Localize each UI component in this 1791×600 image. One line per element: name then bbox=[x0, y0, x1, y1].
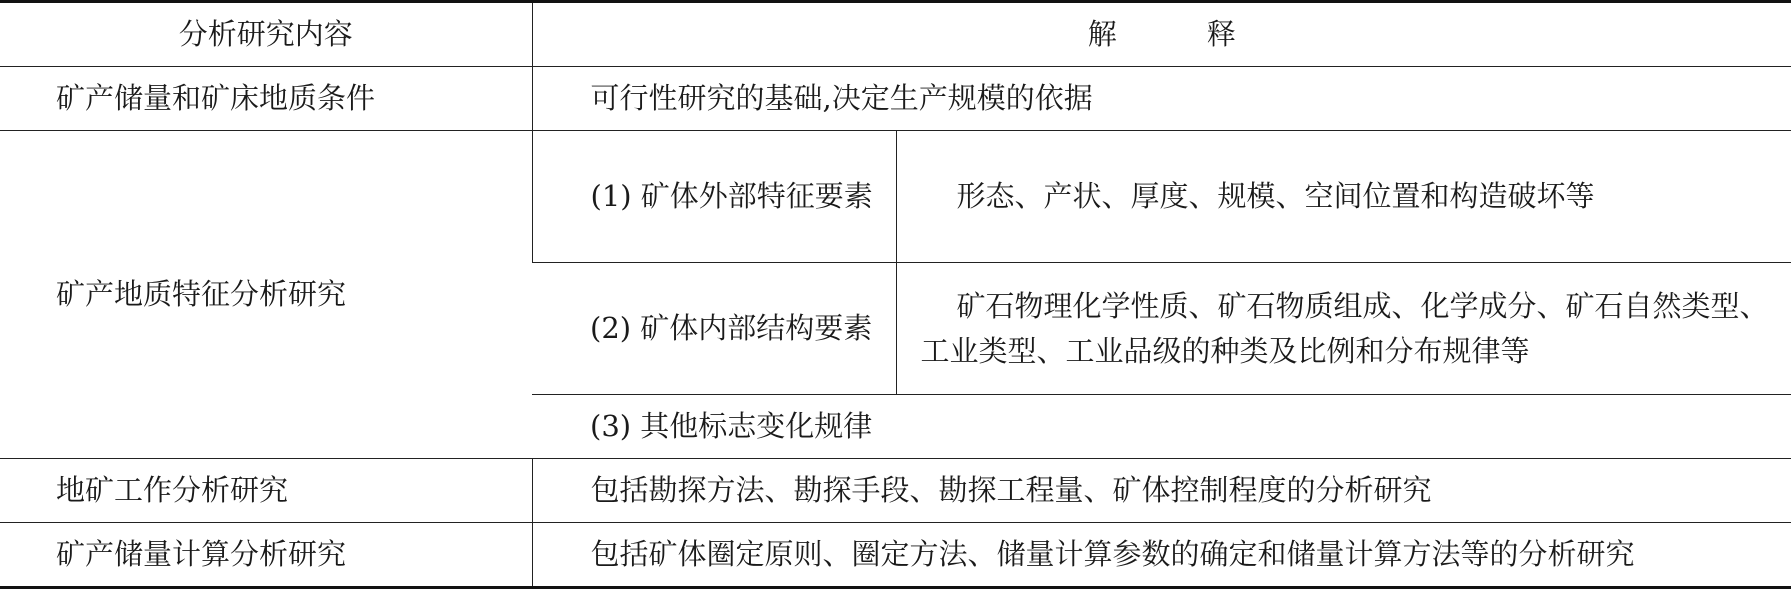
table-row bbox=[0, 523, 1791, 588]
sub-item: (2) 矿体内部结构要素 bbox=[532, 263, 896, 395]
sub-desc: 矿石物理化学性质、矿石物质组成、化学成分、矿石自然类型、工业类型、工业品级的种类及比例和分布规律等 bbox=[896, 263, 1791, 395]
table-row bbox=[0, 131, 1791, 263]
row-label: 矿产地质特征分析研究 bbox=[0, 131, 532, 459]
table-header-row bbox=[0, 2, 1791, 67]
table-row bbox=[0, 459, 1791, 523]
sub-item: (1) 矿体外部特征要素 bbox=[532, 131, 896, 263]
header-explanation-a: 解 bbox=[1087, 17, 1117, 52]
header-explanation bbox=[532, 2, 1791, 67]
header-explanation-b: 释 bbox=[1206, 17, 1236, 52]
table-row bbox=[0, 67, 1791, 131]
sub-desc: 形态、产状、厚度、规模、空间位置和构造破坏等 bbox=[896, 131, 1791, 263]
row-label: 地矿工作分析研究 bbox=[0, 459, 532, 523]
row-text: 可行性研究的基础,决定生产规模的依据 bbox=[532, 67, 1791, 131]
row-text: 包括勘探方法、勘探手段、勘探工程量、矿体控制程度的分析研究 bbox=[532, 459, 1791, 523]
row-label: 矿产储量计算分析研究 bbox=[0, 523, 532, 588]
row-label: 矿产储量和矿床地质条件 bbox=[0, 67, 532, 131]
header-content: 分析研究内容 bbox=[0, 2, 532, 67]
row-text: 包括矿体圈定原则、圈定方法、储量计算参数的确定和储量计算方法等的分析研究 bbox=[532, 523, 1791, 588]
sub-item: (3) 其他标志变化规律 bbox=[532, 395, 1791, 459]
